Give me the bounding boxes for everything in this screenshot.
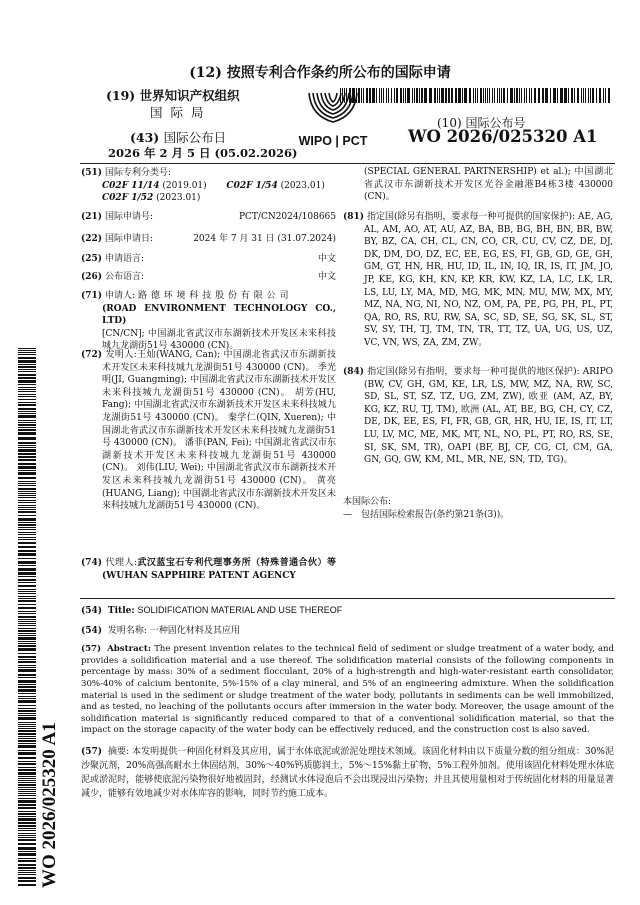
filing-language: 中文 [317, 254, 336, 264]
vertical-pub-no: WO 2026/025320 A1 [39, 722, 60, 888]
regional-states-block [343, 366, 613, 467]
title-cn: 一种固化材料及其应用 [149, 625, 240, 636]
inventors-list: 王灿(WANG, Can); 中国湖北省武汉市东湖新技术开发区未来科技城九龙湖街51号 430000 (CN)。 季光明(JI, Guangming); 中国湖北省武汉市东湖新技术开发区未来科技城九龙湖街51号 430000 (CN)。 胡芳(HU, Fang); 中国湖北省武汉市东湖新技术开发区未来科技城九龙湖街51号 430000 (CN)。 秦学仁(QIN, Xueren); 中国湖北省武汉市东湖新技术开发区未来科技城九龙湖街51号 430000 (CN)。 潘菲(PAN, Fei); 中国湖北省武汉市东湖新技术开发区未来科技城九龙湖街51号 430000 (CN)。 刘伟(LIU, Wei); 中国湖北省武汉市东湖新技术开发区未来科技城九龙湖街51号 430000 (CN)。 黄亮(HUANG, Liang); 中国湖北省武汉市东湖新技术开发区未来科技城九龙湖街51号 430000 (CN)。 [102, 350, 336, 512]
office-code: (19) [106, 88, 136, 103]
lang-label: 申请语言: [105, 254, 145, 264]
filing-code: (22) [81, 234, 103, 244]
side-barcode-area [18, 348, 66, 888]
agent-name: 武汉蓝宝石专利代理事务所（特殊普通合伙）等 (WUHAN SAPPHIRE PATENT AGENCY [102, 558, 336, 581]
agent-code: (74) [81, 558, 103, 568]
ipc-class-1-date: (2019.01) [162, 180, 207, 191]
logo-text: WIPO | PCT [298, 134, 368, 148]
agent-block [81, 557, 336, 582]
published-block [343, 496, 613, 521]
divider-top [80, 163, 615, 164]
title-label: Title: [107, 606, 135, 616]
applicant-name-en: (ROAD ENVIRONMENT TECHNOLOGY CO., LTD) [102, 303, 336, 327]
abstract-label: Abstract: [107, 644, 152, 655]
pub-date: 2026 年 2 月 5 日 (05.02.2026) [108, 146, 298, 160]
published-item: — 包括国际检索报告(条约第21条(3))。 [343, 509, 510, 520]
title-code: (54) [81, 606, 103, 616]
designated-states-block [343, 211, 613, 350]
applicant-code: (71) [81, 291, 103, 301]
states-label: 指定国(除另有指明，要求每一种可提供的国家保护): [367, 212, 576, 222]
ipc-code: (51) [81, 168, 103, 178]
office-name [106, 86, 240, 104]
application-number: PCT/CN2024/108665 [238, 212, 336, 222]
abstract-cn-label: 摘要: [107, 746, 130, 757]
publang-label: 公布语言: [105, 272, 145, 282]
applicant-name-cn: 路 德 环 境 科 技 股 份 有 限 公 司 [137, 291, 289, 301]
inventors-block [81, 349, 336, 513]
pub-date-label-text: 国际公布日 [163, 130, 227, 145]
ipc-class-2-date: (2023.01) [280, 180, 325, 191]
ipc-block [81, 167, 336, 205]
office-sub: 国际局 [150, 105, 212, 120]
title-en-row [81, 604, 614, 618]
applicant-block [81, 290, 336, 353]
abstract-code: (57) [81, 644, 102, 655]
ipc-label: 国际专利分类号: [105, 168, 172, 178]
appno-code: (21) [81, 212, 103, 222]
abstract-cn-code: (57) [81, 746, 103, 757]
regional-code: (84) [343, 367, 365, 377]
agent-continuation-text: (SPECIAL GENERAL PARTNERSHIP) et al.); 中国湖北省武汉市东湖新技术开发区光谷金融港B4栋3楼 430000 (CN)。 [364, 167, 613, 203]
title-abstract-section [81, 604, 614, 801]
publang-code: (26) [81, 272, 103, 282]
pub-language: 中文 [317, 272, 336, 282]
regional-label: 指定国(除另有指明，要求每一种可提供的地区保护): [367, 367, 580, 377]
ipc-class-1: C02F 11/14 [102, 180, 160, 191]
abstract-en [81, 644, 614, 737]
applicant-label: 申请人: [105, 291, 136, 301]
agent-continuation [343, 166, 613, 204]
divider-bottom [80, 598, 615, 599]
pub-no-label-text: 国际公布号 [465, 116, 526, 130]
title-cn-row [81, 625, 614, 638]
pub-date-label [130, 128, 226, 146]
barcode-top [340, 88, 610, 103]
pub-date-code: (43) [130, 130, 160, 145]
ipc-class-2: C02F 1/54 [226, 180, 278, 191]
inventor-label: 发明人: [105, 350, 137, 360]
abstract-en-text: The present invention relates to the technical field of sediment or sludge treatment of a water body, and provides a solidification material and a use thereof. The solidification material consists of the following components in percentage by mass: 30% of a sediment flocculant, 20% of a high-strength and high-water-resistant earth consolidator, 30%-40% of calcium bentonite, 5%-15% of a clay mineral, and 5% of an engineering admixture. When the solidification material is used in the sediment or sludge treatment of the water body, pollutants in sediments can be well immobilized, and as tested, no leaching of the pollutants occurs after immersion in the water body. Moreover, the usage amount of the solidification material is significantly reduced compared to that of a conventional solidification material, so that the impact on the storage capacity of the water body can be effectively reduced, and the construction cost is also saved. [81, 644, 615, 736]
barcode-side [18, 348, 36, 888]
document-type-heading: (12) 按照专利合作条约所公布的国际申请 [189, 65, 451, 81]
published-label: 本国际公布: [343, 497, 392, 507]
filing-language-row [81, 253, 336, 266]
pub-language-row [81, 271, 336, 284]
applicant-address: [CN/CN]; 中国湖北省武汉市东湖新技术开发区未来科技城九龙湖街51号 430000 (CN)。 [102, 328, 336, 352]
title-en: SOLIDIFICATION MATERIAL AND USE THEREOF [137, 605, 343, 615]
agent-label: 代理人: [105, 558, 137, 568]
filing-date: 2024 年 7 月 31 日 (31.07.2024) [193, 234, 336, 244]
title-cn-code: (54) [81, 625, 103, 636]
pub-no: WO 2026/025320 A1 [408, 127, 598, 146]
filing-date-row [81, 233, 336, 246]
lang-code: (25) [81, 254, 103, 264]
states-code: (81) [343, 212, 365, 222]
ipc-class-3-date: (2023.01) [156, 193, 201, 204]
ipc-class-3: C02F 1/52 [102, 193, 154, 204]
regional-states-list: ARIPO (BW, CV, GH, GM, KE, LR, LS, MW, MZ, NA, RW, SC, SD, SL, ST, SZ, TZ, UG, ZM, ZW), 欧亚 (AM, AZ, BY, KG, KZ, RU, TJ, TM), 欧洲 (AL, AT, BE, BG, CH, CY, CZ, DE, DK, EE, ES, FI, FR, GB, GR, HR, HU, IE, IS, IT, LT, LU, LV, MC, ME, MK, MT, NL, NO, PL, PT, RO, RS, SE, SI, SK, SM, TR), OAPI (BF, BJ, CF, CG, CI, CM, GA, GN, GQ, GW, KM, ML, MR, NE, SN, TD, TG)。 [364, 367, 613, 466]
title-cn-label: 发明名称: [107, 625, 147, 636]
designated-states-list: AE, AG, AL, AM, AO, AT, AU, AZ, BA, BB, BG, BH, BN, BR, BW, BY, BZ, CA, CH, CL, CN, CO, CR, CU, CV, CZ, DE, DJ, DK, DM, DO, DZ, EC, EE, EG, ES, FI, GB, GD, GE, GH, GM, GT, HN, HR, HU, ID, IL, IN, IQ, IR, IS, IT, JM, JO, JP, KE, KG, KH, KN, KP, KR, KW, KZ, LA, LC, LK, LR, LS, LU, LY, MA, MD, MG, MK, MN, MU, MW, MX, MY, MZ, NA, NG, NI, NO, NZ, OM, PA, PE, PG, PH, PL, PT, QA, RO, RS, RU, RW, SA, SC, SD, SE, SG, SK, SL, ST, SV, SY, TH, TJ, TM, TN, TR, TT, TZ, UA, UG, US, UZ, VC, VN, WS, ZA, ZM, ZW。 [364, 212, 614, 348]
application-number-row [81, 211, 336, 224]
inventor-code: (72) [81, 350, 103, 360]
filing-label: 国际申请日: [105, 234, 154, 244]
office-name-text: 世界知识产权组织 [139, 88, 240, 103]
abstract-cn-text: 本发明提供一种固化材料及其应用，属于水体底泥或淤泥处理技术领域。该固化材料由以下质量分数的组分组成：30%泥沙聚沉剂，20%高强高耐水土体固结剂，30%～40%钙质膨润土，5%～15%黏土矿物，5%工程外加剂。使用该固化材料处理水体底泥或淤泥时，能够使底泥污染物很好地被固封，经测试水体浸泡后不会出现浸出污染物；并且其使用量相对于传统固化材料的用量显著减少，能够有效地减少对水体库容的影响，同时节约施工成本。 [81, 746, 614, 799]
pub-no-code: (10) [437, 116, 462, 130]
appno-label: 国际申请号: [105, 212, 154, 222]
abstract-cn [81, 745, 614, 801]
